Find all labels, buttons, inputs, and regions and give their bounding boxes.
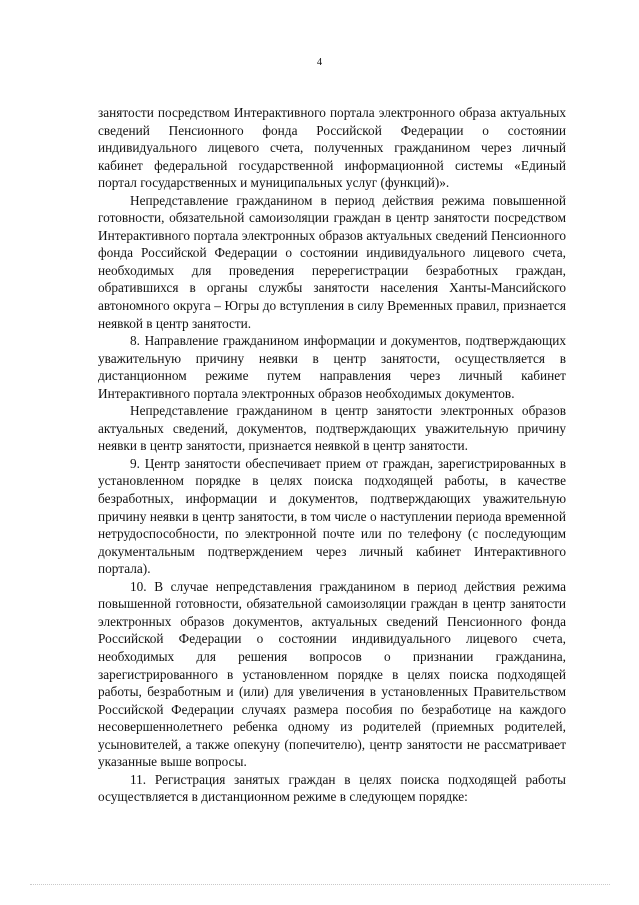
page-number: 4 xyxy=(316,57,323,68)
paragraph-item-9: 9. Центр занятости обеспечивает прием от граждан, зарегистрированных в установленном порядке в целях поиска подходящей работы, в качестве безработных, информации и документов, подтверждающих уважительную причину неявки в центр занятости, в том числе о наступлении периода временной нетрудоспособности, по электронной почте или по телефону (с последующим документальным подтверждением через личный кабинет Интерактивного портала). xyxy=(98,455,566,577)
scan-edge-line xyxy=(30,884,610,885)
paragraph-nonsubmission-pfr: Непредставление гражданином в период действия режима повышенной готовности, обязательной самоизоляции граждан в центр занятости посредством Интерактивного портала электронных образов актуальных сведений Пенсионного фонда Российской Федерации о состоянии индивидуального лицевого счета, необходимых для проведения перерегистрации безработных граждан, обратившихся в органы службы занятости населения Ханты-Мансийского автономного округа – Югры до вступления в силу Временных правил, признается неявкой в центр занятости. xyxy=(98,192,566,331)
document-body xyxy=(98,104,566,806)
paragraph-item-8: 8. Направление гражданином информации и документов, подтверждающих уважительную причину неявки в центр занятости, осуществляется в дистанционном режиме путем направления через личный кабинет Интерактивного портала электронных образов необходимых документов. xyxy=(98,333,566,401)
paragraph-continuation: занятости посредством Интерактивного портала электронного образа актуальных сведений Пенсионного фонда Российской Федерации о состоянии индивидуального лицевого счета, полученных гражданином через личный кабинет федеральной государственной информационной системы «Единый портал государственных и муниципальных услуг (функций)». xyxy=(98,105,566,191)
paragraph-item-11: 11. Регистрация занятых граждан в целях поиска подходящей работы осуществляется в дистанционном режиме в следующем порядке: xyxy=(98,771,566,805)
paragraph-nonsubmission-documents: Непредставление гражданином в центр занятости электронных образов актуальных сведений, документов, подтверждающих уважительную причину неявки в центр занятости, признается неявкой в центр занятости. xyxy=(98,403,566,454)
paragraph-item-10: 10. В случае непредставления гражданином в период действия режима повышенной готовности, обязательной самоизоляции граждан в центр занятости электронных образов документов, актуальных сведений Пенсионного фонда Российской Федерации о состоянии индивидуального лицевого счета, необходимых для решения вопросов о признании гражданина, зарегистрированного в установленном порядке в целях поиска подходящей работы, безработным и (или) для увеличения в установленных Правительством Российской Федерации случаях размера пособия по безработице на каждого несовершеннолетнего ребенка одному из родителей (приемных родителей, усыновителей, а также опекуну (попечителю), центр занятости не рассматривает указанные выше вопросы. xyxy=(98,578,566,770)
